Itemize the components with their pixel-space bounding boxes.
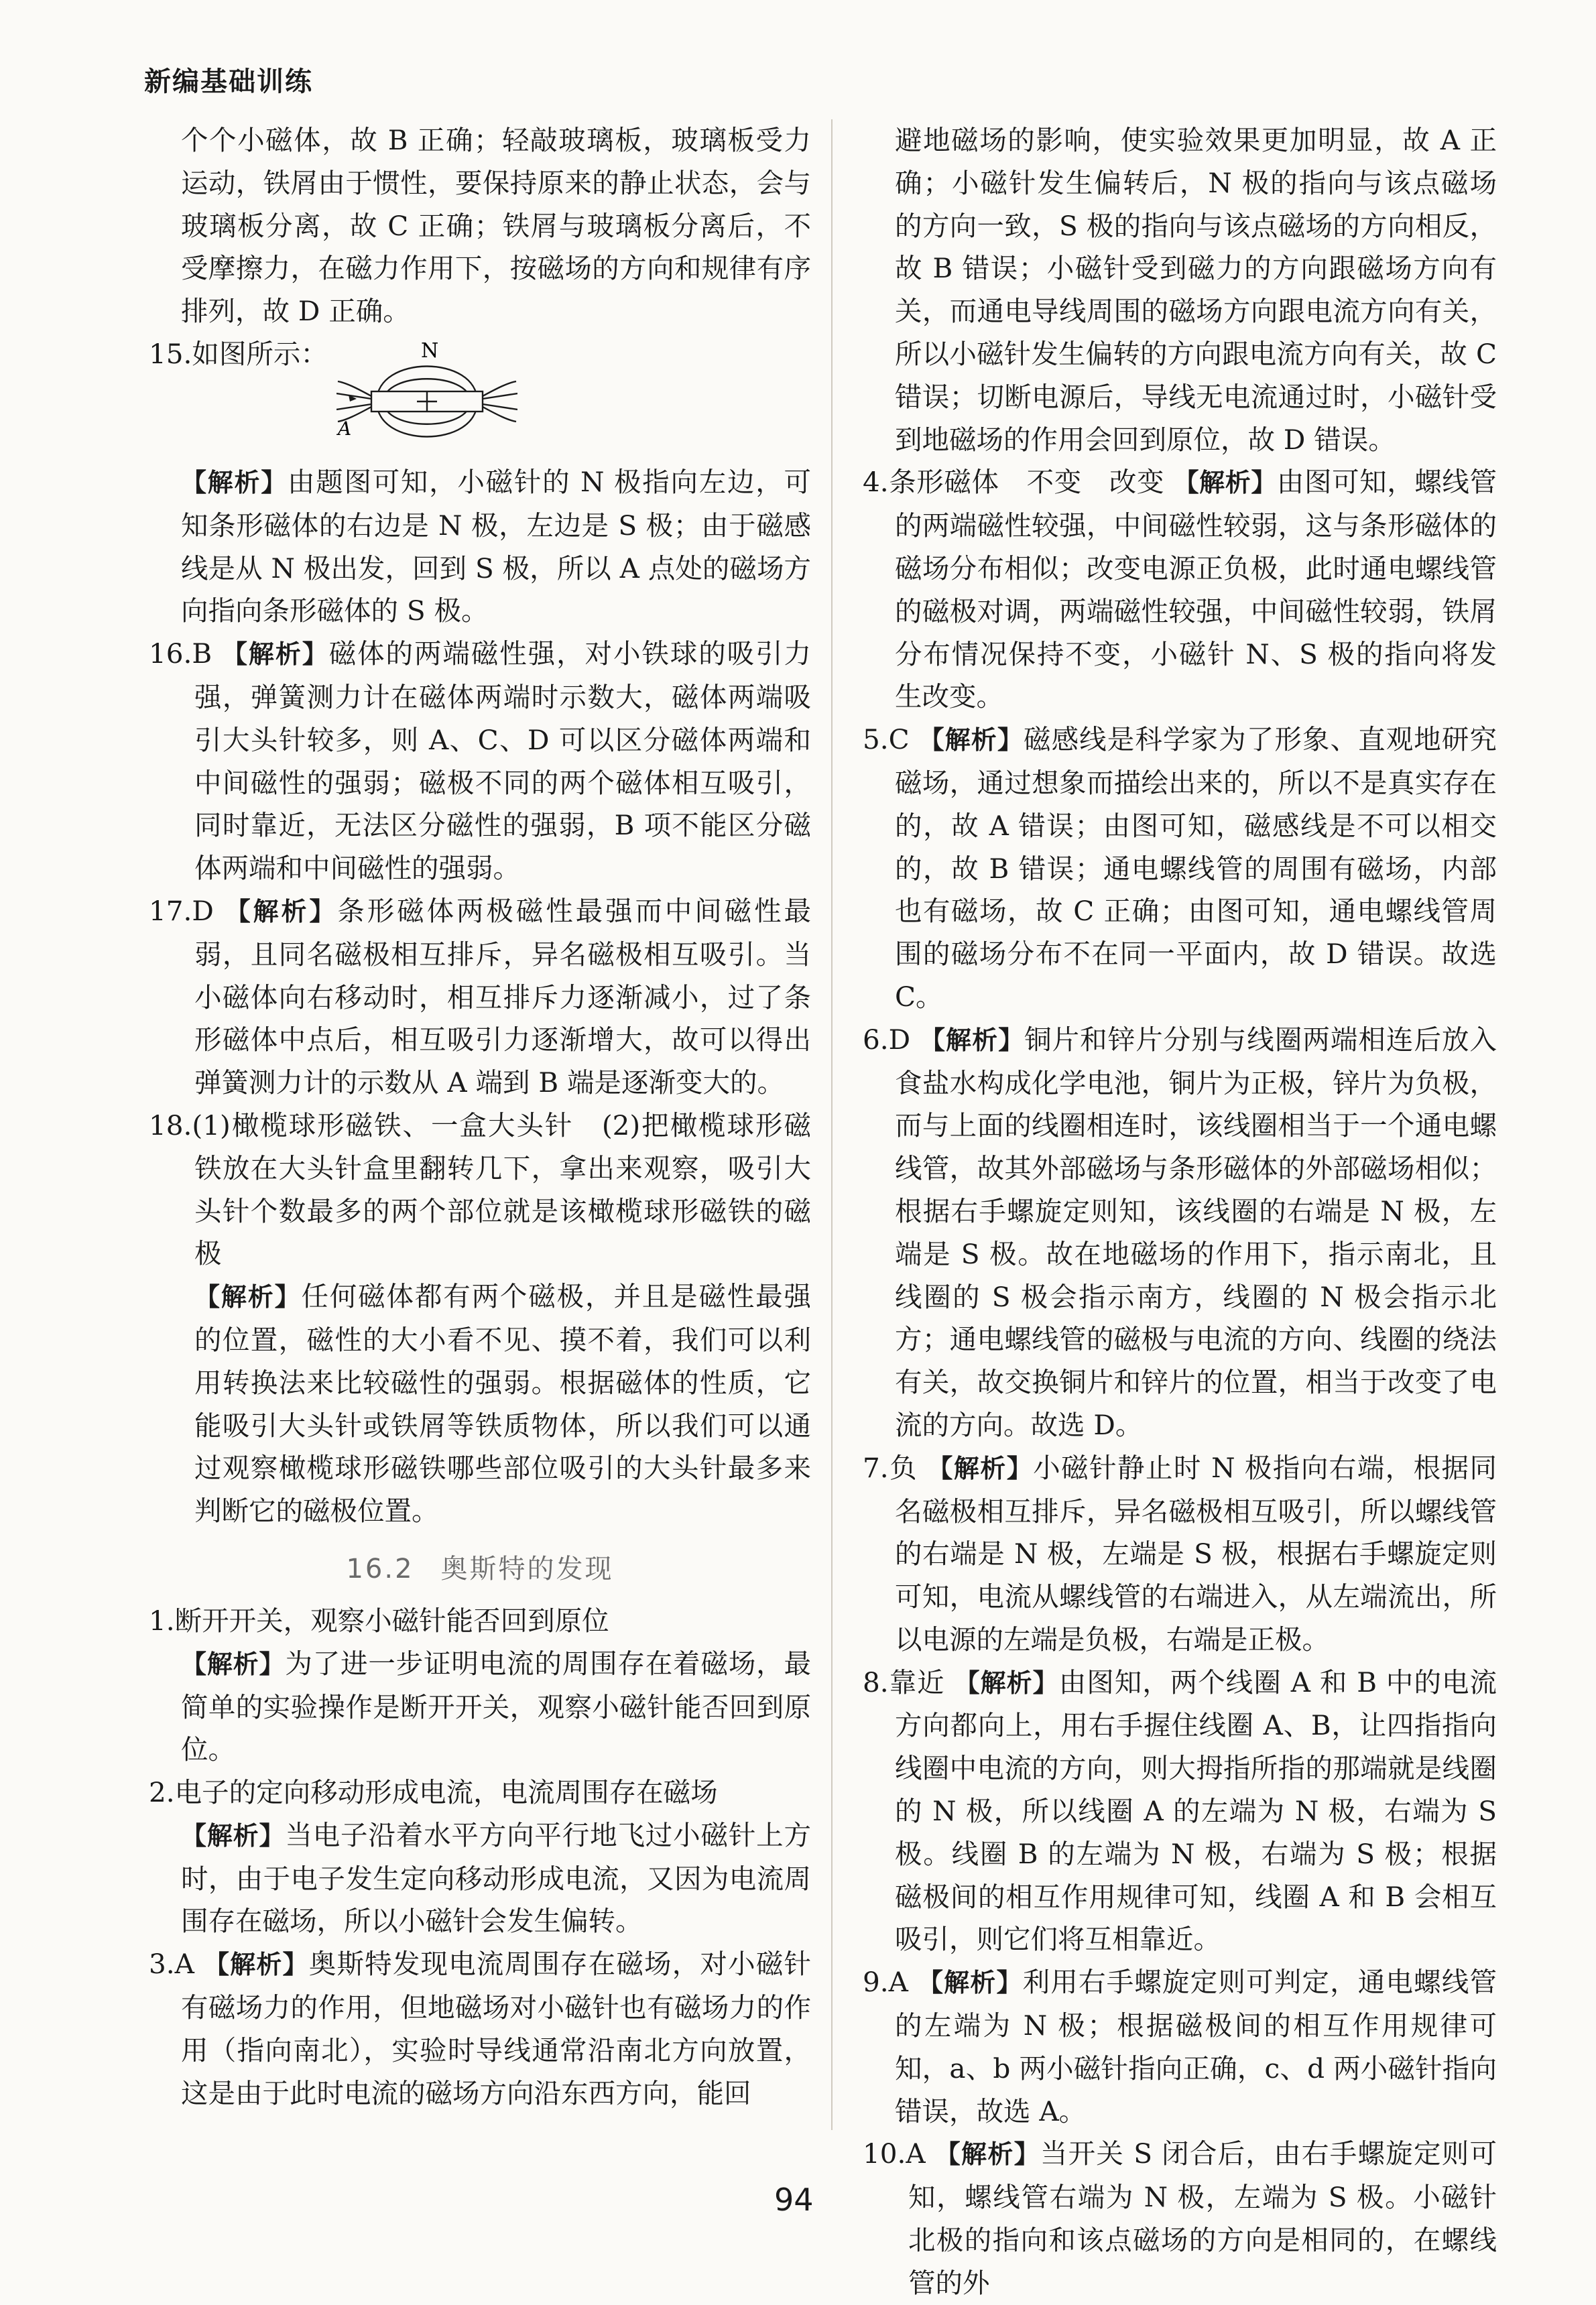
analysis-tag: 【解析】 bbox=[1173, 468, 1277, 498]
q18-answer: 18.(1)橄榄球形磁铁、一盒大头针 (2)把橄榄球形磁铁放在大头针盒里翻转几下，拿出来观察，吸引大头针个数最多的两个部位就是该橄榄球形磁铁的磁极 bbox=[149, 1109, 811, 1270]
s2-analysis bbox=[149, 1814, 811, 1943]
q17-body: 条形磁体两极磁性最强而中间磁性最弱，且同名磁极相互排斥，异名磁极相互吸引。当小磁体向右移动时，相互排斥力逐渐减小，过了条形磁体中点后，相互吸引力逐渐增大，故可以得出弹簧测力计的示数从 A 端到 B 端是逐渐变大的。 bbox=[194, 894, 812, 1099]
s6-body: 铜片和锌片分别与线圈两端相连后放入食盐水构成化学电池，铜片为正极，锌片为负极，而与上面的线圈相连时，该线圈相当于一个通电螺线管，故其外部磁场与条形磁体的外部磁场相似；根据右手螺旋定则知，该线圈的右端是 N 极，左端是 S 极。故在地磁场的作用下，指示南北，且线圈的 S 极会指示南方，线圈的 N 极会指示北方；通电螺线管的磁极与电流的方向、线圈的绕法有关，故交换铜片和锌片的位置，相当于改变了电流的方向。故选 D。 bbox=[895, 1023, 1497, 1441]
left-column bbox=[149, 119, 811, 2115]
analysis-tag: 【解析】 bbox=[181, 1649, 286, 1679]
s3-body: 奥斯特发现电流周围存在磁场，对小磁针有磁场力的作用，但地磁场对小磁针也有磁场力的作用（指向南北），实验时导线通常沿南北方向放置，这是由于此时电流的磁场方向沿东西方向，能回 bbox=[181, 1948, 812, 2109]
s10-num: 10.A bbox=[863, 2137, 926, 2170]
q18-body: 任何磁体都有两个磁极，并且是磁性最强的位置，磁性的大小看不见、摸不着，我们可以利用转换法来比较磁性的强弱。根据磁体的性质，它能吸引大头针或铁屑等铁质物体，所以我们可以通过观察橄榄球形磁铁哪些部位吸引的大头针最多来判断它的磁极位置。 bbox=[194, 1280, 811, 1528]
s9-body: 利用右手螺旋定则可判定，通电螺线管的左端为 N 极；根据磁极间的相互作用规律可知，a、b 两小磁针指向正确，c、d 两小磁针指向错误，故选 A。 bbox=[895, 1966, 1497, 2127]
analysis-tag: 【解析】 bbox=[918, 725, 1024, 755]
section-number: 16.2 bbox=[346, 1553, 414, 1584]
page-number: 94 bbox=[774, 2182, 814, 2218]
s4-body: 由图可知，螺线管的两端磁性较强，中间磁性较弱，这与条形磁体的磁场分布相似；改变电源正负极，此时通电螺线管的磁极对调，两端磁性较强，中间磁性较弱，铁屑分布情况保持不变，小磁针 N、S 极的指向将发生改变。 bbox=[895, 466, 1497, 713]
analysis-tag: 【解析】 bbox=[181, 1820, 286, 1851]
s1-body: 为了进一步证明电流的周围存在着磁场，最简单的实验操作是断开开关，观察小磁针能否回到原位。 bbox=[181, 1647, 811, 1766]
s1-answer: 1.断开开关，观察小磁针能否回到原位 bbox=[149, 1604, 609, 1637]
section-heading bbox=[149, 1548, 811, 1591]
q16-body: 磁体的两端磁性强，对小铁球的吸引力强，弹簧测力计在磁体两端时示数大，磁体两端吸引大头针较多，则 A、C、D 可以区分磁体两端和中间磁性的强弱；磁极不同的两个磁体相互吸引，同时靠近，无法区分磁性的强弱，B 项不能区分磁体两端和中间磁性的强弱。 bbox=[194, 637, 811, 885]
analysis-tag: 【解析】 bbox=[203, 1950, 309, 1980]
q17-num: 17.D bbox=[149, 894, 214, 927]
s7-body: 小磁针静止时 N 极指向右端，根据同名磁极相互排斥，异名磁极相互吸引，所以螺线管的右端是 N 极，左端是 S 极，根据右手螺旋定则可知，电流从螺线管的右端进入，从左端流出，所以电源的左端是负极，右端是正极。 bbox=[895, 1451, 1497, 1656]
s5-body: 磁感线是科学家为了形象、直观地研究磁场，通过想象而描绘出来的，所以不是真实存在的，故 A 错误；由图可知，磁感线是不可以相交的，故 B 错误；通电螺线管的周围有磁场，内部也有磁场，故 C 正确；由图可知，通电螺线管周围的磁场分布不在同一平面内，故 D 错误。故选 C。 bbox=[895, 723, 1497, 1013]
s3-answer bbox=[149, 1943, 811, 2115]
s3-answer-continued: 避地磁场的影响，使实验效果更加明显，故 A 正确；小磁针发生偏转后，N 极的指向与该点磁场的方向一致，S 极的指向与该点磁场的方向相反，故 B 错误；小磁针受到磁力的方向跟磁场方向有关，而通电导线周围的磁场方向跟电流方向有关，所以小磁针发生偏转的方向跟电流方向有关，故 C 错误；切断电源后，导线无电流通过时，小磁针受到地磁场的作用会回到原位，故 D 错误。 bbox=[895, 124, 1497, 456]
s6-answer bbox=[863, 1019, 1497, 1447]
s8-body: 由图知，两个线圈 A 和 B 中的电流方向都向上，用右手握住线圈 A、B，让四指指向线圈中电流的方向，则大拇指所指的那端就是线圈的 N 极，所以线圈 A 的左端为 N 极，右端为 S 极。线圈 B 的左端为 N 极，右端为 S 极；根据磁极间的相互作用规律可知，线圈 A 和 B 会相互吸引，则它们将互相靠近。 bbox=[895, 1666, 1497, 1956]
analysis-tag: 【解析】 bbox=[221, 639, 329, 670]
s3-num: 3.A bbox=[149, 1948, 194, 1981]
book-title: 新编基础训练 bbox=[144, 66, 313, 97]
q15-analysis-body: 由题图可知，小磁针的 N 极指向左边，可知条形磁体的右边是 N 极，左边是 S 极；由于磁感线是从 N 极出发，回到 S 极，所以 A 点处的磁场方向指向条形磁体的 S 极。 bbox=[181, 465, 811, 627]
s9-num: 9.A bbox=[863, 1966, 908, 1999]
s1-analysis bbox=[149, 1643, 811, 1771]
bar-magnet-figure bbox=[336, 341, 517, 448]
section-title: 奥斯特的发现 bbox=[440, 1553, 614, 1584]
field-line-right-3 bbox=[483, 393, 517, 399]
q16-num: 16.B bbox=[149, 637, 212, 670]
s7-answer bbox=[863, 1447, 1497, 1662]
s4-answer bbox=[863, 461, 1497, 719]
q18-analysis bbox=[149, 1275, 811, 1533]
s10-body: 当开关 S 闭合后，由右手螺旋定则可知，螺线管右端为 N 极，左端为 S 极。小磁针北极的指向和该点磁场的方向是相同的，在螺线管的外 bbox=[908, 2137, 1497, 2299]
s8-answer bbox=[863, 1662, 1497, 1962]
prev-answer-continued: 个个小磁体，故 B 正确；轻敲玻璃板，玻璃板受力运动，铁屑由于惯性，要保持原来的静止状态，会与玻璃板分离，故 C 正确；铁屑与玻璃板分离后，不受摩擦力，在磁力作用下，按磁场的方向和规律有序排列，故 D 正确。 bbox=[181, 124, 811, 328]
s10-answer bbox=[863, 2133, 1497, 2304]
s6-num: 6.D bbox=[863, 1023, 911, 1056]
s2-body: 当电子沿着水平方向平行地飞过小磁针上方时，由于电子发生定向移动形成电流，又因为电流周围存在磁场，所以小磁针会发生偏转。 bbox=[181, 1818, 811, 1938]
s9-answer bbox=[863, 1961, 1497, 2133]
s4-num: 4.条形磁体 不变 改变 bbox=[863, 466, 1165, 499]
analysis-tag: 【解析】 bbox=[194, 1282, 302, 1312]
analysis-tag: 【解析】 bbox=[920, 1025, 1025, 1055]
figure-label-a: A bbox=[338, 417, 352, 440]
s8-num: 8.靠近 bbox=[863, 1666, 945, 1698]
q17-answer bbox=[149, 890, 811, 1105]
s7-num: 7.负 bbox=[863, 1451, 918, 1484]
analysis-tag: 【解析】 bbox=[225, 896, 338, 926]
field-line-left-4 bbox=[336, 404, 371, 410]
right-column bbox=[863, 119, 1497, 2305]
analysis-tag: 【解析】 bbox=[927, 1453, 1034, 1483]
analysis-tag: 【解析】 bbox=[917, 1968, 1023, 1998]
q15-head: 15.如图所示： bbox=[149, 337, 328, 370]
column-divider bbox=[831, 119, 833, 2130]
q15-analysis bbox=[149, 461, 811, 633]
s5-num: 5.C bbox=[863, 723, 910, 756]
analysis-tag: 【解析】 bbox=[954, 1668, 1059, 1698]
analysis-tag: 【解析】 bbox=[934, 2139, 1040, 2170]
s5-answer bbox=[863, 719, 1497, 1019]
q16-answer bbox=[149, 633, 811, 890]
s2-answer: 2.电子的定向移动形成电流，电流周围存在磁场 bbox=[149, 1776, 718, 1809]
analysis-tag: 【解析】 bbox=[181, 467, 288, 497]
figure-label-n: N bbox=[421, 340, 439, 363]
q15-answer bbox=[149, 333, 811, 461]
field-line-right-4 bbox=[483, 404, 517, 410]
